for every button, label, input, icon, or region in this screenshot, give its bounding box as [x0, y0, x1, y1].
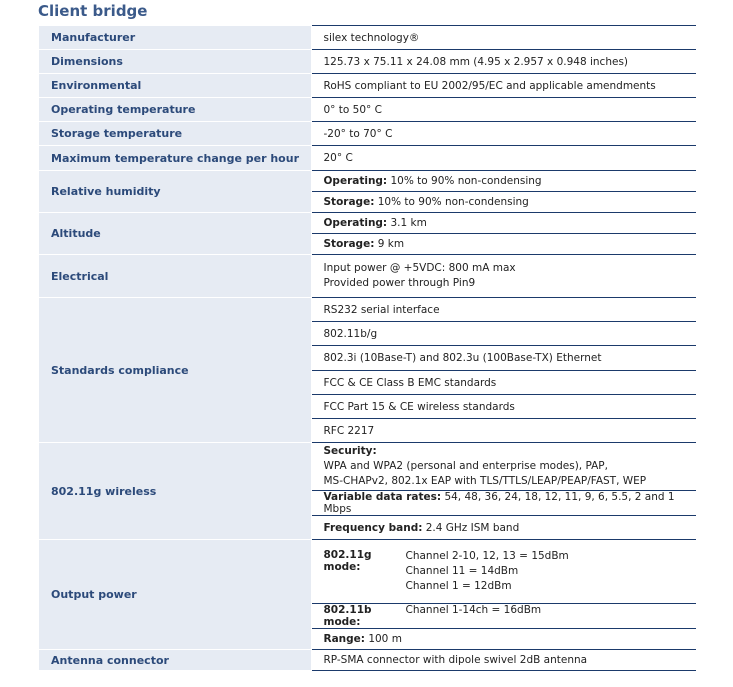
- spec-value-max-temperature-change: 20° C: [311, 146, 696, 171]
- range-value: 100 m: [364, 633, 402, 645]
- wireless-security-line-2: MS-CHAPv2, 802.1x EAP with TLS/TTLS/LEAP/PEAP/FAST, WEP: [323, 475, 647, 487]
- spec-value-storage-temperature: -20° to 70° C: [311, 122, 696, 146]
- wireless-rates-value: 54, 48, 36, 24, 18, 12, 11, 9, 6, 5.5, 2 and 1 Mbps: [323, 491, 675, 515]
- standards-item: 802.11b/g: [311, 322, 696, 346]
- humidity-operating-value: 10% to 90% non-condensing: [387, 175, 542, 187]
- spec-label-output-power: Output power: [39, 540, 311, 650]
- humidity-operating: [311, 171, 696, 192]
- output-power-b-mode: [311, 604, 696, 629]
- spec-label-storage-temperature: Storage temperature: [39, 122, 311, 146]
- spec-label-manufacturer: Manufacturer: [39, 26, 311, 50]
- wireless-security-label: Security:: [323, 445, 377, 457]
- altitude-storage: [311, 234, 696, 255]
- spec-label-electrical: Electrical: [39, 255, 311, 298]
- spec-row-wireless: [39, 443, 696, 491]
- spec-label-wireless: 802.11g wireless: [39, 443, 311, 540]
- spec-label-antenna: Antenna connector: [39, 650, 311, 671]
- humidity-storage-label: Storage:: [323, 196, 375, 208]
- altitude-operating-label: Operating:: [323, 217, 388, 229]
- wireless-band-value: 2.4 GHz ISM band: [422, 521, 520, 534]
- spec-row-operating-temperature: [39, 98, 696, 122]
- spec-label-dimensions: Dimensions: [39, 50, 311, 74]
- spec-value-environmental: RoHS compliant to EU 2002/95/EC and applicable amendments: [311, 74, 696, 98]
- standards-item: FCC & CE Class B EMC standards: [311, 371, 696, 395]
- b-mode-line-1: Channel 1-14ch = 16dBm: [405, 604, 542, 616]
- spec-value-manufacturer: silex technology®: [311, 26, 696, 50]
- spec-row-manufacturer: [39, 26, 696, 50]
- spec-row-altitude: [39, 213, 696, 234]
- b-mode-label: 802.11b mode:: [323, 604, 372, 628]
- spec-label-standards: Standards compliance: [39, 298, 311, 443]
- spec-value-electrical: [311, 255, 696, 298]
- electrical-line-1: Input power @ +5VDC: 800 mA max: [323, 262, 516, 274]
- spec-row-dimensions: [39, 50, 696, 74]
- spec-row-output-power: [39, 540, 696, 604]
- spec-label-operating-temperature: Operating temperature: [39, 98, 311, 122]
- g-mode-line-2: Channel 11 = 14dBm: [405, 565, 519, 577]
- wireless-security-value: WPA and WPA2 (personal and enterprise modes), PAP,: [323, 460, 608, 472]
- wireless-rates-label: Variable data rates:: [323, 491, 442, 503]
- spec-table: [39, 25, 696, 671]
- humidity-storage-value: 10% to 90% non-condensing: [374, 196, 529, 208]
- spec-value-operating-temperature: 0° to 50° C: [311, 98, 696, 122]
- range-label: Range:: [323, 633, 365, 645]
- altitude-storage-label: Storage:: [323, 238, 375, 250]
- standards-item: RS232 serial interface: [311, 298, 696, 322]
- altitude-storage-value: 9 km: [374, 238, 405, 250]
- humidity-storage: [311, 192, 696, 213]
- spec-row-standards: [39, 298, 696, 322]
- wireless-band-label: Frequency band:: [323, 521, 423, 534]
- section-title: Client bridge: [38, 2, 148, 20]
- spec-label-humidity: Relative humidity: [39, 171, 311, 213]
- spec-value-dimensions: 125.73 x 75.11 x 24.08 mm (4.95 x 2.957 x 0.948 inches): [311, 50, 696, 74]
- spec-label-max-temperature-change: Maximum temperature change per hour: [39, 146, 311, 171]
- altitude-operating: [311, 213, 696, 234]
- spec-row-antenna: [39, 650, 696, 671]
- wireless-security: [311, 443, 696, 491]
- spec-label-environmental: Environmental: [39, 74, 311, 98]
- altitude-operating-value: 3.1 km: [387, 217, 427, 229]
- standards-item: RFC 2217: [311, 419, 696, 443]
- spec-row-storage-temperature: [39, 122, 696, 146]
- g-mode-label: 802.11g mode:: [323, 549, 372, 573]
- spec-row-humidity: [39, 171, 696, 192]
- standards-item: FCC Part 15 & CE wireless standards: [311, 395, 696, 419]
- standards-item: 802.3i (10Base-T) and 802.3u (100Base-TX) Ethernet: [311, 346, 696, 371]
- spec-value-antenna: RP-SMA connector with dipole swivel 2dB antenna: [311, 650, 696, 671]
- wireless-rates: [311, 491, 696, 516]
- output-power-range: [311, 629, 696, 650]
- g-mode-line-1: Channel 2-10, 12, 13 = 15dBm: [405, 550, 569, 562]
- spec-row-max-temperature-change: [39, 146, 696, 171]
- spec-row-electrical: [39, 255, 696, 298]
- spec-label-altitude: Altitude: [39, 213, 311, 255]
- spec-row-environmental: [39, 74, 696, 98]
- electrical-line-2: Provided power through Pin9: [323, 277, 476, 289]
- humidity-operating-label: Operating:: [323, 175, 388, 187]
- wireless-security-line-1: [324, 444, 697, 474]
- output-power-g-mode: [311, 540, 696, 604]
- g-mode-line-3: Channel 1 = 12dBm: [405, 580, 512, 592]
- wireless-band: [311, 516, 696, 540]
